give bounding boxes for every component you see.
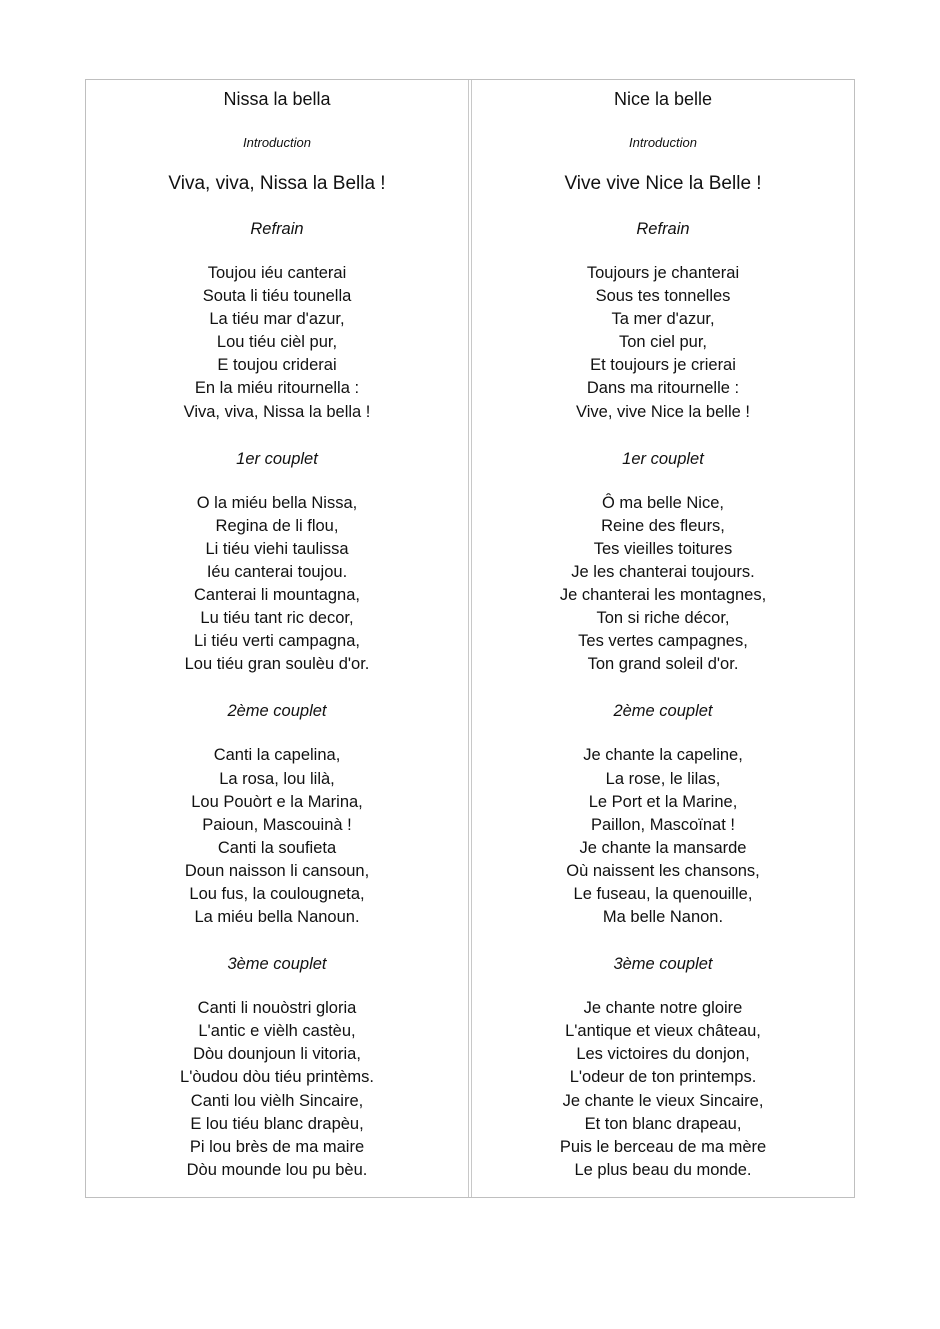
verse-line: Les victoires du donjon, (576, 1045, 750, 1064)
verse-line: Toujours je chanterai (586, 264, 740, 282)
verse-line: E lou tiéu blanc drapèu, (190, 1114, 364, 1133)
verse-line: Canterai li mountagna, (193, 586, 360, 605)
verse-line: L'antique et vieux château, (565, 1022, 761, 1041)
couplet-2-heading: 2ème couplet (227, 702, 327, 721)
verse-line: La tiéu mar d'azur, (209, 310, 345, 329)
lyrics-table (85, 79, 855, 1198)
couplet-3-heading: 3ème couplet (613, 955, 713, 974)
verse-line: Viva, viva, Nissa la bella ! (183, 402, 371, 421)
verse-line: Je chante notre gloire (583, 999, 743, 1018)
verse-line: Le plus beau du monde. (574, 1160, 752, 1179)
verse-line: Où naissent les chansons, (566, 861, 760, 880)
verse-line: Ma belle Nanon. (602, 908, 724, 927)
verse-line: Lu tiéu tant ric decor, (200, 609, 354, 628)
couplet-3-verse (472, 997, 854, 1182)
verse-line: Canti la capelina, (213, 746, 341, 765)
verse-line: La rose, le lilas, (605, 769, 721, 788)
verse-line: E toujou criderai (217, 356, 337, 375)
verse-line: Lou tiéu gran soulèu d'or. (184, 655, 370, 674)
song-title: Nissa la bella (223, 89, 331, 109)
verse-line: Pi lou brès de ma maire (189, 1137, 365, 1156)
verse-line: Et ton blanc drapeau, (584, 1114, 742, 1133)
verse-line: Et toujours je crierai (590, 356, 736, 375)
couplet-1-verse (472, 492, 854, 677)
verse-line: Canti li nouòstri gloria (197, 999, 357, 1018)
couplet-2-heading: 2ème couplet (613, 702, 713, 721)
refrain-heading: Refrain (250, 220, 304, 238)
verse-line: Dans ma ritournelle : (586, 379, 740, 398)
couplet-3-heading: 3ème couplet (227, 955, 327, 974)
verse-line: Je chanterai les montagnes, (559, 586, 767, 605)
verse-line: Lou fus, la coulougneta, (189, 884, 365, 903)
refrain-verse (472, 262, 854, 424)
verse-line: Doun naisson li cansoun, (184, 861, 370, 880)
verse-line: Puis le berceau de ma mère (559, 1137, 767, 1156)
verse-line: Ton grand soleil d'or. (587, 655, 739, 674)
verse-line: Ton ciel pur, (618, 333, 708, 352)
verse-line: Iéu canterai toujou. (206, 562, 348, 581)
intro-heading: Introduction (629, 135, 697, 150)
verse-line: Je chante le vieux Sincaire, (562, 1091, 764, 1110)
verse-line: L'antic e vièlh castèu, (198, 1022, 356, 1041)
couplet-2-verse (472, 744, 854, 929)
intro-line: Vive vive Nice la Belle ! (564, 173, 762, 194)
verse-line: Je les chanterai toujours. (571, 562, 755, 581)
couplet-1-heading: 1er couplet (622, 449, 704, 468)
verse-line: Dòu dounjoun li vitoria, (193, 1045, 361, 1064)
verse-line: Le Port et la Marine, (588, 792, 738, 811)
verse-line: Lou Pouòrt e la Marina, (191, 792, 363, 811)
verse-line: Paioun, Mascouinà ! (202, 815, 352, 834)
verse-line: Ton si riche décor, (596, 609, 730, 628)
verse-line: Regina de li flou, (215, 516, 339, 535)
verse-line: En la miéu ritournella : (194, 379, 360, 398)
refrain-verse (86, 262, 468, 424)
verse-line: Dòu mounde lou pu bèu. (186, 1160, 368, 1179)
verse-line: Tes vertes campagnes, (578, 632, 748, 651)
verse-line: Je chante la capeline, (583, 746, 743, 765)
verse-line: Vive, vive Nice la belle ! (576, 402, 750, 421)
verse-line: Souta li tiéu tounella (202, 287, 352, 306)
intro-heading: Introduction (243, 135, 311, 150)
verse-line: Paillon, Mascoïnat ! (591, 815, 735, 834)
verse-line: Li tiéu verti campagna, (193, 632, 360, 651)
couplet-2-verse (86, 744, 468, 929)
refrain-heading: Refrain (636, 220, 690, 238)
couplet-3-verse (86, 997, 468, 1182)
song-title: Nice la belle (613, 89, 713, 109)
french-column (471, 80, 854, 1197)
verse-line: Reine des fleurs, (601, 516, 725, 535)
verse-line: Je chante la mansarde (579, 838, 747, 857)
occitan-column (86, 80, 469, 1197)
verse-line: La rosa, lou lilà, (219, 769, 335, 788)
verse-line: Le fuseau, la quenouille, (573, 884, 753, 903)
couplet-1-heading: 1er couplet (236, 449, 318, 468)
verse-line: La miéu bella Nanoun. (194, 908, 360, 927)
verse-line: Ta mer d'azur, (611, 310, 715, 329)
verse-line: Canti lou vièlh Sincaire, (190, 1091, 364, 1110)
couplet-1-verse (86, 492, 468, 677)
verse-line: O la miéu bella Nissa, (196, 493, 358, 512)
intro-line: Viva, viva, Nissa la Bella ! (168, 173, 386, 194)
verse-line: Tes vieilles toitures (593, 539, 733, 558)
verse-line: Toujou iéu canterai (207, 264, 347, 282)
verse-line: Li tiéu viehi taulissa (205, 539, 349, 558)
verse-line: L'odeur de ton printemps. (569, 1068, 757, 1087)
verse-line: Canti la soufieta (217, 838, 337, 857)
verse-line: Sous tes tonnelles (595, 287, 731, 306)
verse-line: L'òudou dòu tiéu printèms. (180, 1068, 374, 1087)
verse-line: Ô ma belle Nice, (602, 493, 724, 512)
verse-line: Lou tiéu cièl pur, (216, 333, 338, 352)
